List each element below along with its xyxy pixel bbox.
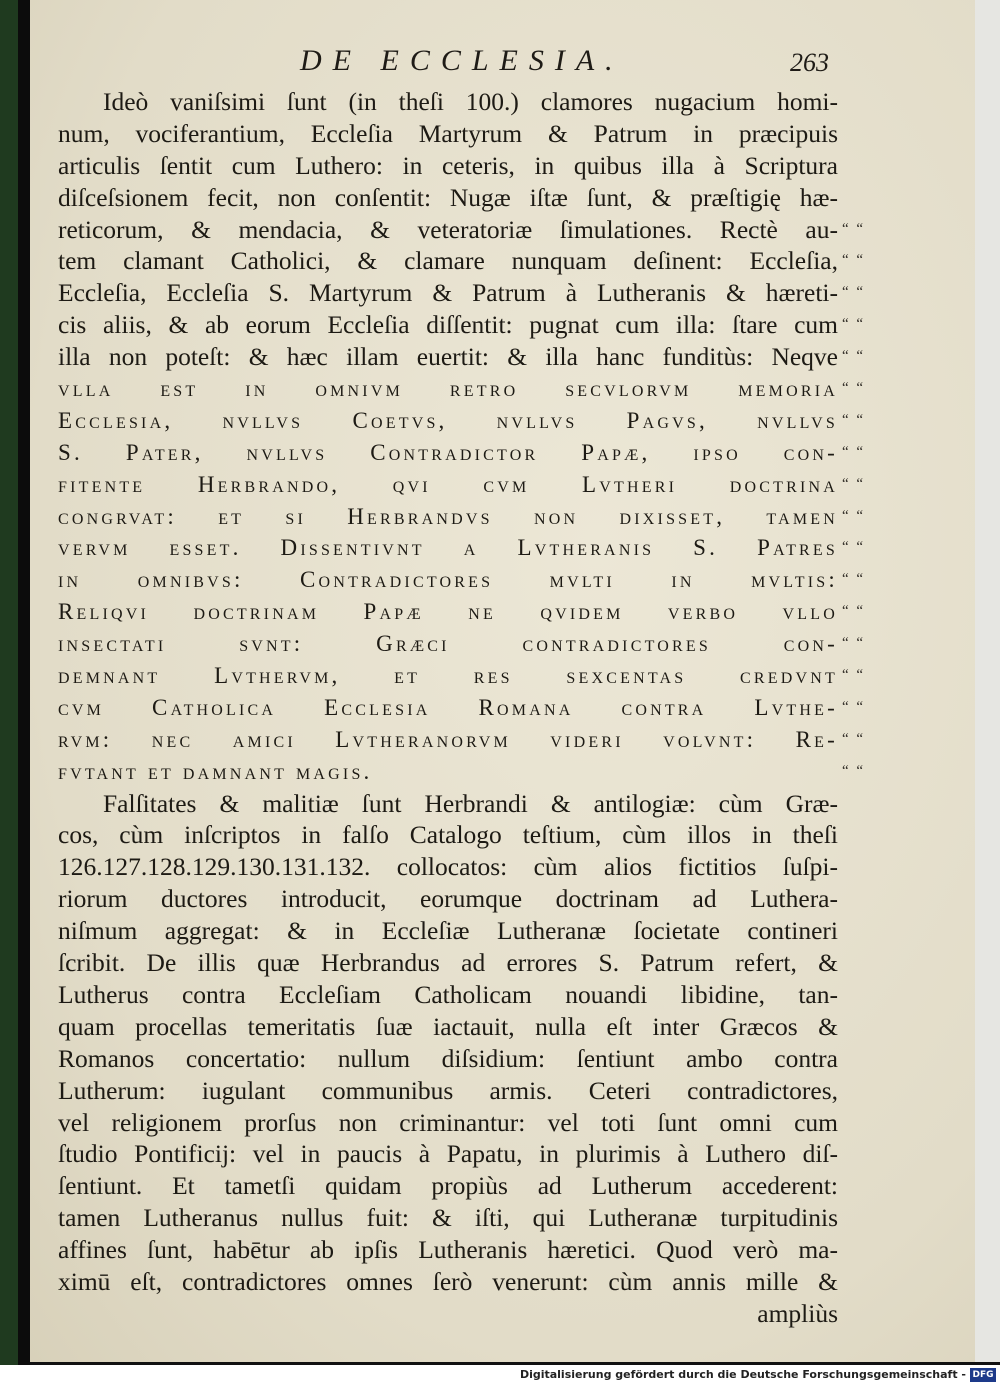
text-line: vervm esset. Dissentivnt a Lvtheranis S. Patres	[58, 535, 838, 561]
margin-mark: “ “	[842, 635, 866, 652]
text-line: affines ſunt, habētur ab ipſis Lutheranis hæretici. Quod verò ma-	[58, 1235, 838, 1265]
text-line: insectati svnt: Græci contradictores con-	[58, 631, 838, 657]
margin-mark: “ “	[842, 475, 866, 492]
page-header	[30, 44, 975, 84]
margin-mark: “ “	[842, 539, 866, 556]
text-line: Ideò vaniſsimi ſunt (in theſi 100.) clamores nugacium homi-	[103, 87, 838, 116]
running-head: DE ECCLESIA.	[300, 44, 624, 77]
text-line: rvm: nec amici Lvtheranorvm videri volvnt: Re-	[58, 726, 838, 752]
text-line: tem clamant Catholici, & clamare nunquam deſinent: Eccleſia,	[58, 246, 838, 276]
margin-mark: “ “	[842, 220, 866, 237]
margin-mark: “ “	[842, 571, 866, 588]
footer-bar	[0, 1365, 1000, 1387]
book-page	[30, 0, 975, 1362]
text-line: num, vociferantium, Eccleſia Martyrum & Patrum in præcipuis	[58, 118, 838, 148]
text-line: Lutherum: iugulant communibus armis. Ceteri contradictores,	[58, 1075, 838, 1105]
margin-mark	[842, 86, 882, 118]
margin-mark: “ “	[842, 507, 866, 524]
margin-mark: “ “	[842, 316, 866, 333]
text-line: in omnibvs: Contradictores mvlti in mvltis:	[58, 567, 838, 593]
text-line: ximū eſt, contradictores omnes ſerò venerunt: cùm annis mille &	[58, 1266, 838, 1296]
text-line: congrvat: et si Herbrandvs non dixisset, tamen	[58, 503, 838, 529]
text-line: Romanos concertatio: nullum diſsidium: ſentiunt ambo contra	[58, 1043, 838, 1073]
margin-mark	[842, 150, 882, 182]
page-number: 263	[790, 48, 829, 77]
margin-mark: “ “	[842, 603, 866, 620]
margin-mark: “ “	[842, 411, 866, 428]
margin-quote-marks	[842, 86, 882, 788]
text-line: illa non poteſt: & hæc illam euertit: & illa hanc funditùs: Neqve	[58, 342, 838, 372]
text-line: riorum ductores introducit, eorumque doctrinam ad Luthera-	[58, 884, 838, 914]
text-line: fitente Herbrando, qvi cvm Lvtheri doctrina	[58, 471, 838, 497]
margin-mark	[842, 182, 882, 214]
funding-credit: Digitalisierung gefördert durch die Deutsche Forschungsgemeinschaft -	[519, 1368, 966, 1381]
text-line: niſmum aggregat: & in Eccleſiæ Lutheranæ ſocietate contineri	[58, 916, 838, 946]
margin-mark: “ “	[842, 348, 866, 365]
text-line: Reliqvi doctrinam Papæ ne qvidem verbo vllo	[58, 599, 838, 625]
margin-mark: “ “	[842, 284, 866, 301]
margin-mark: “ “	[842, 667, 866, 684]
margin-mark: “ “	[842, 380, 866, 397]
text-line: 126.127.128.129.130.131.132. collocatos: cùm alios fictitios ſuſpi-	[58, 852, 838, 882]
text-line: Eccleſia, Eccleſia S. Martyrum & Patrum à Lutheranis & hæreti-	[58, 278, 838, 308]
dfg-logo-icon: DFG	[970, 1368, 996, 1382]
text-line: Falſitates & malitiæ ſunt Herbrandi & antilogiæ: cùm Græ-	[103, 788, 838, 818]
text-line: reticorum, & mendacia, & veteratoriæ ſimulationes. Rectè au-	[58, 214, 838, 244]
margin-mark	[842, 118, 882, 150]
text-line: ſtudio Pontificij: vel in paucis à Papatu, in plurimis à Luthero diſ-	[58, 1139, 838, 1169]
text-line: articulis ſentit cum Luthero: in ceteris, in quibus illa à Scriptura	[58, 150, 838, 180]
text-line: S. Pater, nvllvs Contradictor Papæ, ipso con-	[58, 439, 838, 465]
binding-edge	[0, 0, 30, 1365]
text-line: cvm Catholica Ecclesia Romana contra Lvthe-	[58, 694, 838, 720]
text-line: vel religionem prorſus non criminantur: vel toti ſunt omni cum	[58, 1107, 838, 1137]
text-line: Lutherus contra Eccleſiam Catholicam nouandi libidine, tan-	[58, 979, 838, 1009]
margin-mark: “ “	[842, 252, 866, 269]
text-line: cis aliis, & ab eorum Eccleſia diſſentit: pugnat cum illa: ſtare cum	[58, 310, 838, 340]
text-line: diſceſsionem fecit, non conſentit: Nugæ iſtæ ſunt, & præſtigię hæ-	[58, 182, 838, 212]
margin-mark: “ “	[842, 730, 866, 747]
text-line: demnant Lvthervm, et res sexcentas credvnt	[58, 663, 838, 689]
margin-mark: “ “	[842, 698, 866, 715]
text-line: Ecclesia, nvllvs Coetvs, nvllvs Pagvs, nvllvs	[58, 407, 838, 433]
text-line: quam procellas temeritatis ſuæ iactauit, nulla eſt inter Græcos &	[58, 1011, 838, 1041]
text-line: ſcribit. De illis quæ Herbrandus ad errores S. Patrum refert, &	[58, 948, 838, 978]
margin-mark: “ “	[842, 443, 866, 460]
scan-right-edge	[975, 0, 1000, 1362]
text-line: cos, cùm inſcriptos in falſo Catalogo teſtium, cùm illos in theſi	[58, 820, 838, 850]
text-line: vlla est in omnivm retro secvlorvm memoria	[58, 376, 838, 402]
catchword: ampliùs	[757, 1298, 838, 1328]
text-line: fvtant et damnant magis.	[58, 758, 373, 784]
body-text	[58, 86, 838, 1330]
text-line: tamen Lutheranus nullus fuit: & iſti, qui Lutheranæ turpitudinis	[58, 1203, 838, 1233]
text-line: ſentiunt. Et tametſi quidam propiùs ad Lutherum accederent:	[58, 1171, 838, 1201]
margin-mark: “ “	[842, 762, 866, 779]
